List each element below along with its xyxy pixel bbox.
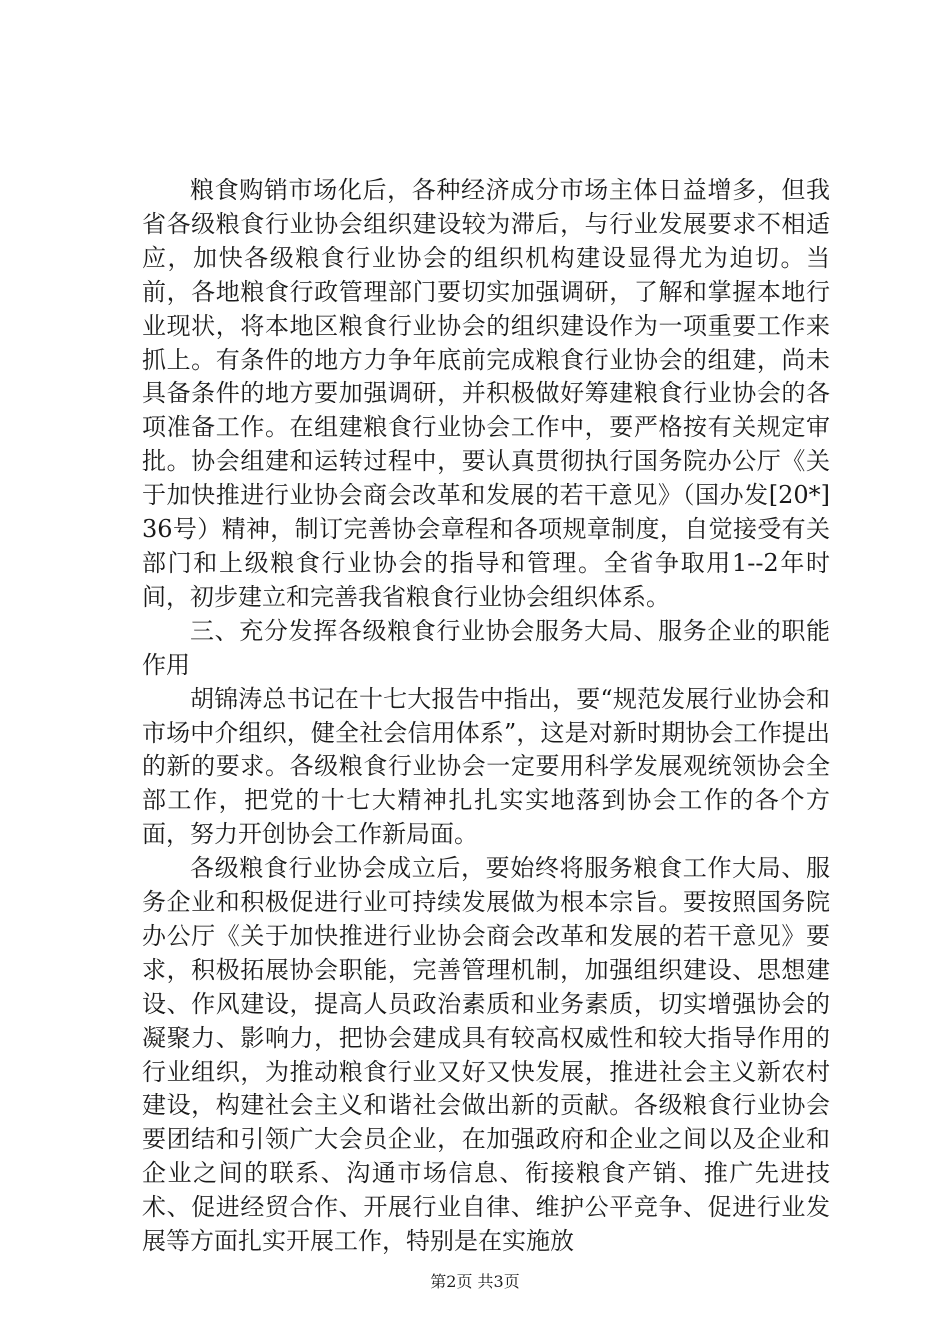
document-body: [142, 174, 830, 1259]
page-footer: 第2页 共3页: [430, 1272, 520, 1291]
paragraph-seventeenth-congress: 胡锦涛总书记在十七大报告中指出，要“规范发展行业协会和市场中介组织，健全社会信用体系”，这是对新时期协会工作提出的新的要求。各级粮食行业协会一定要用科学发展观统领协会全部工作，把党的十七大精神扎扎实实地落到协会工作的各个方面，努力开创协会工作新局面。: [142, 684, 830, 849]
paragraph-organization-building: 粮食购销市场化后，各种经济成分市场主体日益增多，但我省各级粮食行业协会组织建设较为滞后，与行业发展要求不相适应，加快各级粮食行业协会的组织机构建设显得尤为迫切。当前，各地粮食行政管理部门要切实加强调研，了解和掌握本地行业现状，将本地区粮食行业协会的组织建设作为一项重要工作来抓上。有条件的地方力争年底前完成粮食行业协会的组建，尚未具备条件的地方要加强调研，并积极做好筹建粮食行业协会的各项准备工作。在组建粮食行业协会工作中，要严格按有关规定审批。协会组建和运转过程中，要认真贯彻执行国务院办公厅《关于加快推进行业协会商会改革和发展的若干意见》（国办发[20*]36号）精神，制订完善协会章程和各项规章制度，自觉接受有关部门和上级粮食行业协会的指导和管理。全省争取用1--2年时间，初步建立和完善我省粮食行业协会组织体系。: [142, 176, 830, 611]
paragraph-service-purpose: 各级粮食行业协会成立后，要始终将服务粮食工作大局、服务企业和积极促进行业可持续发展做为根本宗旨。要按照国务院办公厅《关于加快推进行业协会商会改革和发展的若干意见》要求，积极拓展协会职能，完善管理机制，加强组织建设、思想建设、作风建设，提高人员政治素质和业务素质，切实增强协会的凝聚力、影响力，把协会建成具有较高权威性和较大指导作用的行业组织，为推动粮食行业又好又快发展，推进社会主义新农村建设，构建社会主义和谐社会做出新的贡献。各级粮食行业协会要团结和引领广大会员企业，在加强政府和企业之间以及企业和企业之间的联系、沟通市场信息、衔接粮食产销、推广先进技术、促进经贸合作、开展行业自律、维护公平竞争、促进行业发展等方面扎实开展工作，特别是在实施放: [142, 854, 830, 1256]
section-heading-three: 三、充分发挥各级粮食行业协会服务大局、服务企业的职能作用: [142, 616, 830, 679]
